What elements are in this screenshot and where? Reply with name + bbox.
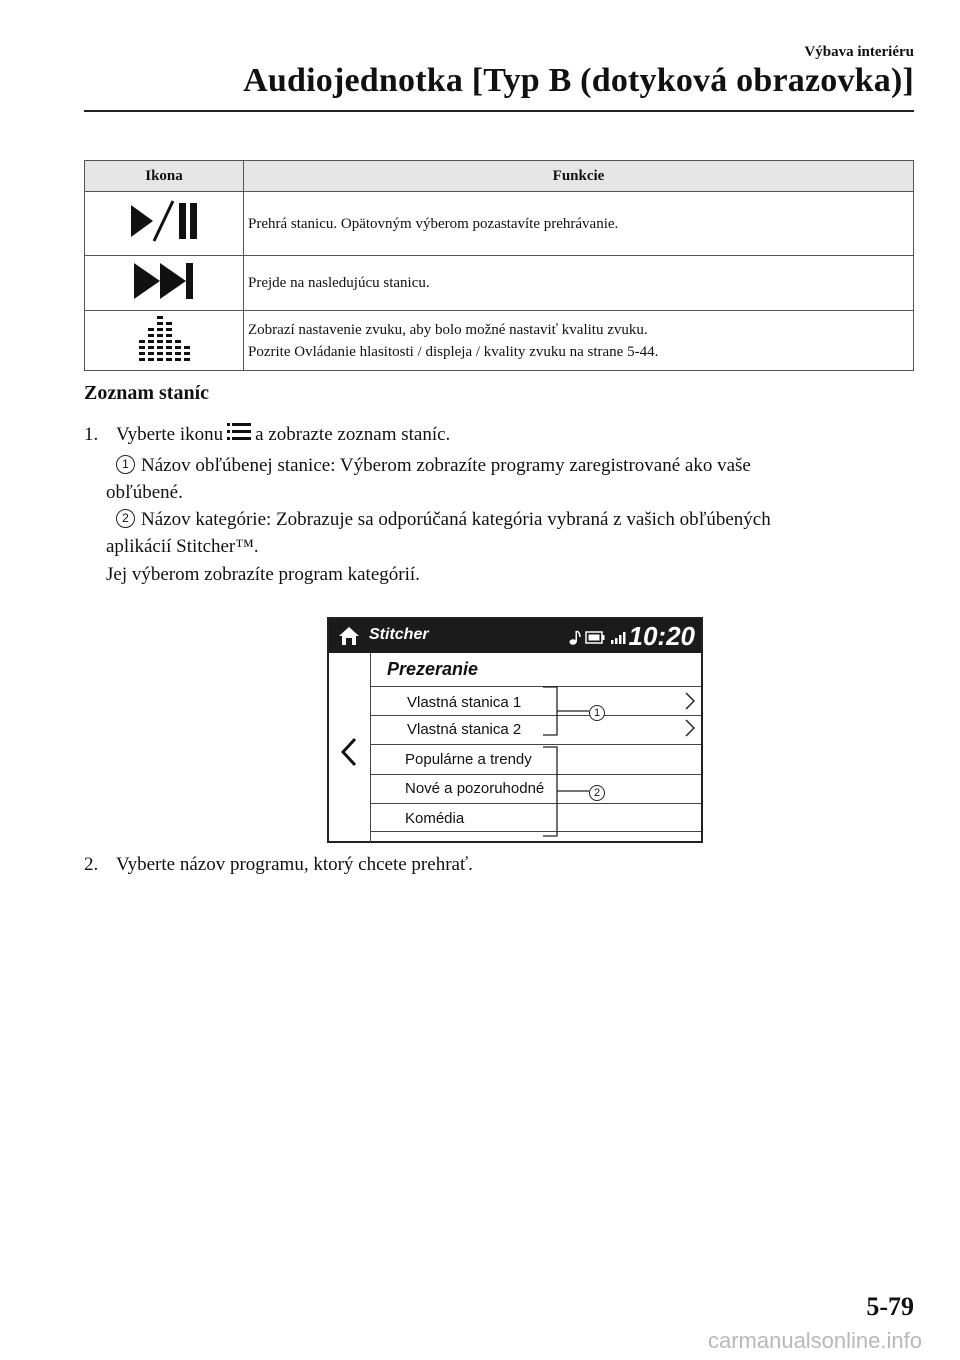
callout-marker: 1 xyxy=(116,455,135,474)
callout-1-marker: 1 xyxy=(589,705,605,721)
sound-settings-icon xyxy=(135,314,193,362)
section-label: Výbava interiéru xyxy=(804,44,914,60)
category-item[interactable]: Komédia xyxy=(405,810,465,827)
chapter-title: Audiojednotka [Typ B (dotyková obrazovka)] xyxy=(243,62,914,99)
step-number: 2. xyxy=(84,854,99,875)
callout-2-marker: 2 xyxy=(589,785,605,801)
function-line: Zobrazí nastavenie zvuku, aby bolo možné nastaviť kvalitu zvuku. xyxy=(248,321,648,338)
page-number: 5-79 xyxy=(866,1292,914,1321)
col-icon-header: Ikona xyxy=(85,161,244,192)
app-title: Stitcher xyxy=(369,626,429,643)
function-text: Prehrá stanicu. Opätovným výberom pozastavíte prehrávanie. xyxy=(244,192,914,256)
step-1 xyxy=(84,420,450,452)
function-line: Pozrite Ovládanie hlasitosti / displeja / kvality zvuku na strane 5-44. xyxy=(248,343,659,360)
step-text: Vyberte názov programu, ktorý chcete prehrať. xyxy=(116,854,473,875)
icon-function-table xyxy=(84,160,914,371)
callout-text: Názov kategórie: Zobrazuje sa odporúčaná kategória vybraná z vašich obľúbených xyxy=(141,509,771,530)
callout-1-desc-cont: obľúbené. xyxy=(106,482,183,503)
clock: 10:20 xyxy=(628,621,695,651)
favorite-station-1[interactable]: Vlastná stanica 1 xyxy=(407,694,522,711)
table-row xyxy=(85,192,914,256)
step-2 xyxy=(84,850,473,880)
category-item[interactable]: Populárne a trendy xyxy=(405,751,532,768)
stitcher-screen xyxy=(327,617,703,843)
list-icon xyxy=(227,422,251,452)
skip-next-icon xyxy=(132,261,196,301)
icon-cell xyxy=(85,192,244,256)
play-pause-icon xyxy=(127,199,201,243)
step-text: Vyberte ikonu xyxy=(116,424,224,445)
callout-2-desc-cont: aplikácií Stitcher™. xyxy=(106,536,259,557)
step-number: 1. xyxy=(84,424,99,445)
col-function-header: Funkcie xyxy=(244,161,914,192)
table-header-row xyxy=(85,161,914,192)
function-text: Prejde na nasledujúcu stanicu. xyxy=(244,256,914,311)
function-text xyxy=(244,311,914,371)
callout-marker: 2 xyxy=(116,509,135,528)
section-heading: Zoznam staníc xyxy=(84,382,209,404)
callout-brackets xyxy=(329,619,701,841)
step-text: a zobrazte zoznam staníc. xyxy=(255,424,451,445)
callout-text: Názov obľúbenej stanice: Výberom zobrazíte programy zaregistrované ako vaše xyxy=(141,455,751,476)
table-row xyxy=(85,311,914,371)
table-row xyxy=(85,256,914,311)
header-rule xyxy=(84,110,914,112)
callout-2-desc xyxy=(116,505,771,535)
watermark: carmanualsonline.info xyxy=(707,1328,922,1353)
category-item[interactable]: Nové a pozoruhodné xyxy=(405,780,545,797)
icon-cell xyxy=(85,256,244,311)
callout-2-desc-cont2: Jej výberom zobrazíte program kategórií. xyxy=(106,564,420,585)
icon-cell xyxy=(85,311,244,371)
favorite-station-2[interactable]: Vlastná stanica 2 xyxy=(407,721,522,738)
callout-1-desc xyxy=(116,451,751,481)
screen-subtitle: Prezeranie xyxy=(387,659,479,679)
